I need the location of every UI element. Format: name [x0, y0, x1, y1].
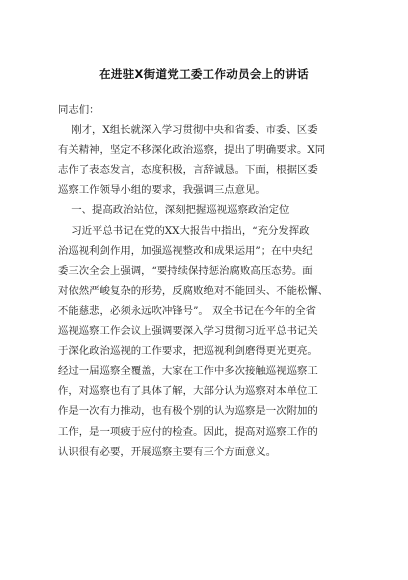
body-line: 同志们：: [58, 104, 100, 116]
body-line: 作是一次有力推动，也有极个别的认为巡察是一次附加的: [58, 405, 318, 418]
body-line: 对依然严峻复杂的形势，反腐败绝对不能回头、不能松懈、: [58, 284, 329, 297]
section-heading: 一、提高政治站位，深刻把握巡视巡察政治定位: [58, 204, 290, 217]
body-line: 刚才，X组长就深入学习贯彻中央和省委、市委、区委: [58, 124, 318, 137]
body-line: 不能慈悲，必须永远吹冲锋号”。 双全书记在今年的全省: [58, 304, 316, 317]
body-line: 作，对巡察也有了具体了解，大部分认为巡察对本单位工: [58, 385, 318, 398]
body-line: 委三次全会上强调，“要持续保持惩治腐败高压态势。面: [58, 264, 313, 277]
document-title: 在进驻X街道党工委工作动员会上的讲话: [99, 67, 309, 81]
body-line: 于深化政治巡视的工作要求，把巡视利剑磨得更光更亮。: [58, 345, 318, 358]
body-line: 志作了表态发言，态度积极，言辞诚恳。下面，根据区委: [58, 164, 318, 177]
body-line: 治巡视利剑作用，加强巡视整改和成果运用”；在中央纪: [58, 244, 313, 257]
body-line: 巡视巡察工作会议上强调要深入学习贯彻习近平总书记关: [58, 325, 318, 338]
body-line: 经过一届巡察全覆盖，大家在工作中多次接触巡视巡察工: [58, 365, 318, 378]
body-line: 有关精神，坚定不移深化政治巡察，提出了明确要求。X同: [58, 144, 326, 157]
body-line: 认识很有必要，开展巡察主要有三个方面意义。: [58, 445, 277, 458]
body-line: 巡察工作领导小组的要求，我强调三点意见。: [58, 184, 266, 197]
document-body: [58, 100, 352, 462]
body-line: 工作，是一项疲于应付的检查。因此，提高对巡察工作的: [58, 425, 318, 438]
body-line: 习近平总书记在党的XX大报告中指出，“充分发挥政: [58, 224, 310, 237]
